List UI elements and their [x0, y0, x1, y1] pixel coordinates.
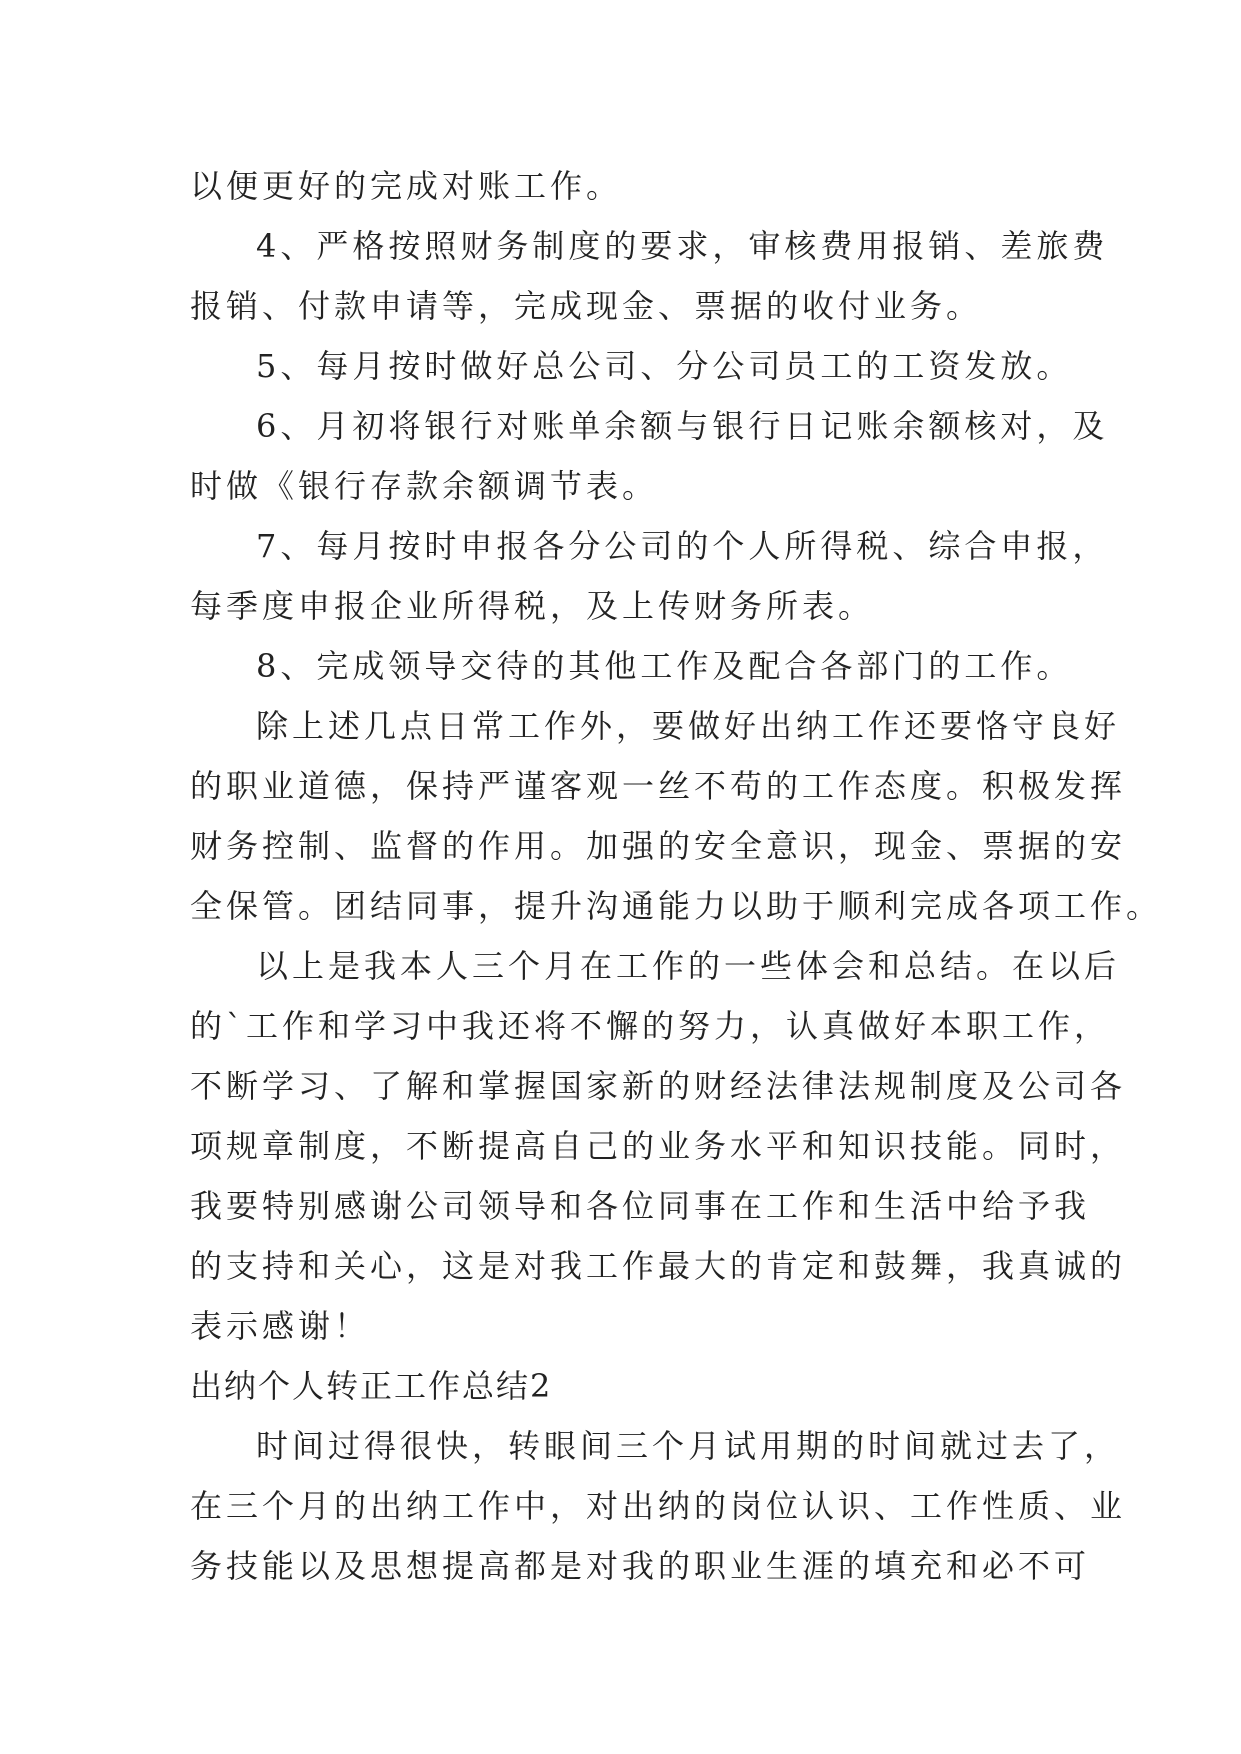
text-line: 4、严格按照财务制度的要求，审核费用报销、差旅费 [256, 227, 1109, 265]
text-line: 8、完成领导交待的其他工作及配合各部门的工作。 [256, 647, 1073, 685]
text-line: 7、每月按时申报各分公司的个人所得税、综合申报， [256, 527, 1109, 565]
text-line: 项规章制度，不断提高自己的业务水平和知识技能。同时， [190, 1127, 1127, 1165]
text-line: 时间过得很快，转眼间三个月试用期的时间就过去了， [256, 1427, 1121, 1465]
text-line: 财务控制、监督的作用。加强的安全意识，现金、票据的安 [190, 827, 1127, 865]
text-line: 的`工作和学习中我还将不懈的努力，认真做好本职工作， [190, 1007, 1111, 1045]
text-line: 表示感谢！ [190, 1307, 371, 1345]
text-line: 的支持和关心，这是对我工作最大的肯定和鼓舞，我真诚的 [190, 1247, 1127, 1285]
text-line: 务技能以及思想提高都是对我的职业生涯的填充和必不可 [190, 1547, 1091, 1585]
section-heading: 出纳个人转正工作总结2 [190, 1367, 553, 1405]
text-line: 我要特别感谢公司领导和各位同事在工作和生活中给予我 [190, 1187, 1091, 1225]
text-line: 除上述几点日常工作外，要做好出纳工作还要恪守良好 [256, 707, 1121, 745]
text-line: 不断学习、了解和掌握国家新的财经法律法规制度及公司各 [190, 1067, 1127, 1105]
text-line: 6、月初将银行对账单余额与银行日记账余额核对，及 [256, 407, 1109, 445]
text-line: 的职业道德，保持严谨客观一丝不苟的工作态度。积极发挥 [190, 767, 1127, 805]
text-line: 时做《银行存款余额调节表。 [190, 467, 659, 505]
text-line: 5、每月按时做好总公司、分公司员工的工资发放。 [256, 347, 1073, 385]
text-line: 以上是我本人三个月在工作的一些体会和总结。在以后 [256, 947, 1121, 985]
text-line: 在三个月的出纳工作中，对出纳的岗位认识、工作性质、业 [190, 1487, 1127, 1525]
text-line: 以便更好的完成对账工作。 [190, 167, 623, 205]
text-line: 全保管。团结同事，提升沟通能力以助于顺利完成各项工作。 [190, 887, 1163, 925]
text-line: 每季度申报企业所得税，及上传财务所表。 [190, 587, 875, 625]
text-line: 报销、付款申请等，完成现金、票据的收付业务。 [190, 287, 983, 325]
